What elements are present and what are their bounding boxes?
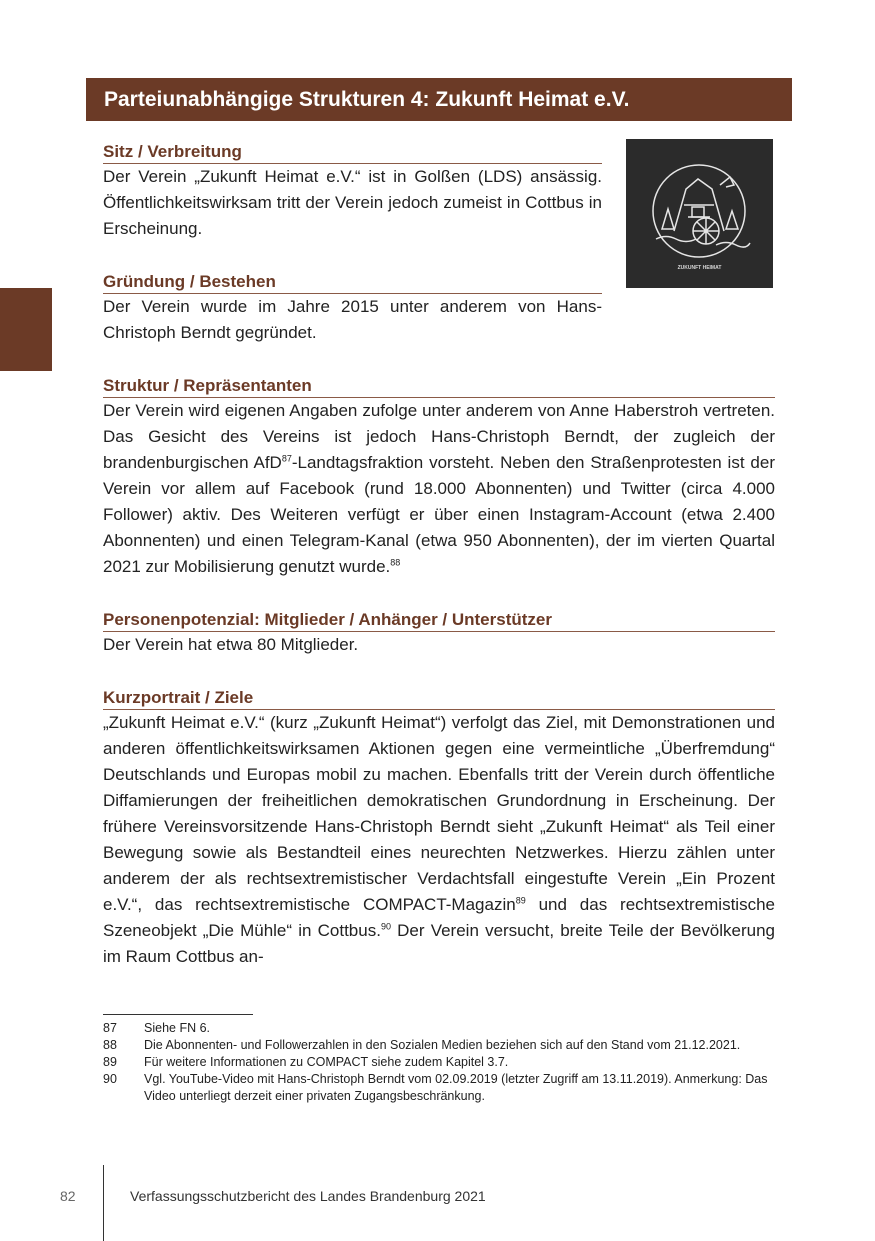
footer-divider xyxy=(103,1165,104,1241)
zukunft-heimat-logo xyxy=(626,139,773,288)
section-struktur xyxy=(103,375,775,580)
chapter-side-tab xyxy=(0,288,52,371)
section-text: Der Verein wurde im Jahre 2015 unter anderem von Hans-Christoph Berndt gegründet. xyxy=(103,297,602,342)
footnote-number: 87 xyxy=(103,1021,117,1035)
section-heading: Personenpotenzial: Mitglieder / Anhänger / Unterstützer xyxy=(103,609,775,632)
footnote-text: Vgl. YouTube-Video mit Hans-Christoph Berndt vom 02.09.2019 (letzter Zugriff am 13.11.2019). Anmerkung: Das Video unterliegt derzeit einer privaten Zugangsbeschränkung. xyxy=(144,1072,768,1103)
logo-emblem-icon xyxy=(626,139,773,288)
footnotes xyxy=(103,1020,775,1105)
section-heading: Gründung / Bestehen xyxy=(103,271,602,294)
section-text: „Zukunft Heimat e.V.“ (kurz „Zukunft Heimat“) verfolgt das Ziel, mit Demonstrationen und anderen öffentlichkeitswirksamen Aktionen gegen eine vermeintliche „Überfremdung“ Deutschlands und Europas mobil zu machen. Ebenfalls tritt der Verein durch öffentliche Diffamierungen der freiheitlichen demokratischen Grundordnung in Erscheinung. Der frühere Vereinsvorsitzende Hans-Christoph Berndt sieht „Zukunft Heimat“ als Teil einer Bewegung sowie als Bestandteil eines neurechten Netzwerkes. Hierzu zählen unter anderem der als rechtsextremistischer Verdachtsfall eingestufte Verein „Ein Prozent e.V.“, das rechtsextremistische COMPACT-Magazin$^{89}$ und das rechtsextremistische Szeneobjekt „Die Mühle“ in Cottbus.$^{90}$ Der Verein versucht, breite Teile der Bevölkerung im Raum Cottbus an- xyxy=(103,713,775,966)
section-text: Der Verein „Zukunft Heimat e.V.“ ist in Golßen (LDS) ansässig. Öffentlichkeitswirksam tritt der Verein jedoch zumeist in Cottbus in Erscheinung. xyxy=(103,167,602,238)
footnote-text: Die Abonnenten- und Followerzahlen in den Sozialen Medien beziehen sich auf den Stand vom 21.12.2021. xyxy=(144,1038,741,1052)
footnote-number: 88 xyxy=(103,1038,117,1052)
section-kurzportrait xyxy=(103,687,775,970)
logo-text: ZUKUNFT HEIMAT xyxy=(677,265,722,271)
footnote-ref: 90 xyxy=(380,921,391,932)
footnote-item xyxy=(103,1071,775,1105)
section-gruendung xyxy=(103,271,602,346)
footnote-divider xyxy=(103,1014,253,1015)
footnote-ref: 87 xyxy=(281,453,292,464)
footnote-number: 89 xyxy=(103,1055,117,1069)
footnote-item xyxy=(103,1037,775,1054)
footer-title: Verfassungsschutzbericht des Landes Brandenburg 2021 xyxy=(130,1188,486,1204)
footnote-item xyxy=(103,1020,775,1037)
footnote-ref: 89 xyxy=(515,895,526,906)
page-number: 82 xyxy=(60,1188,76,1204)
footnote-ref: 88 xyxy=(390,557,401,568)
section-text: Der Verein hat etwa 80 Mitglieder. xyxy=(103,635,359,654)
section-heading: Kurzportrait / Ziele xyxy=(103,687,775,710)
section-text: Der Verein wird eigenen Angaben zufolge unter anderem von Anne Haberstroh vertreten. Das Gesicht des Vereins ist jedoch Hans-Christoph Berndt, der zugleich der brandenburgischen AfD$^{87}$-Landtagsfraktion vorsteht. Neben den Straßenprotesten ist der Verein vor allem auf Facebook (rund 18.000 Abonnenten) und Twitter (circa 4.000 Follower) aktiv. Des Weiteren verfügt er über einen Instagram-Account (etwa 2.400 Abonnenten) und einen Telegram-Kanal (etwa 950 Abonnenten), der im vierten Quartal 2021 zur Mobilisierung genutzt wurde.$^{88}$ xyxy=(103,401,775,576)
section-sitz xyxy=(103,141,602,242)
section-heading: Struktur / Repräsentanten xyxy=(103,375,775,398)
section-personen xyxy=(103,609,775,658)
footnote-number: 90 xyxy=(103,1072,117,1086)
section-heading: Sitz / Verbreitung xyxy=(103,141,602,164)
footnote-text: Für weitere Informationen zu COMPACT siehe zudem Kapitel 3.7. xyxy=(144,1055,509,1069)
footnote-text: Siehe FN 6. xyxy=(144,1021,211,1035)
footnote-item xyxy=(103,1054,775,1071)
page-title: Parteiunabhängige Strukturen 4: Zukunft Heimat e.V. xyxy=(86,78,792,121)
